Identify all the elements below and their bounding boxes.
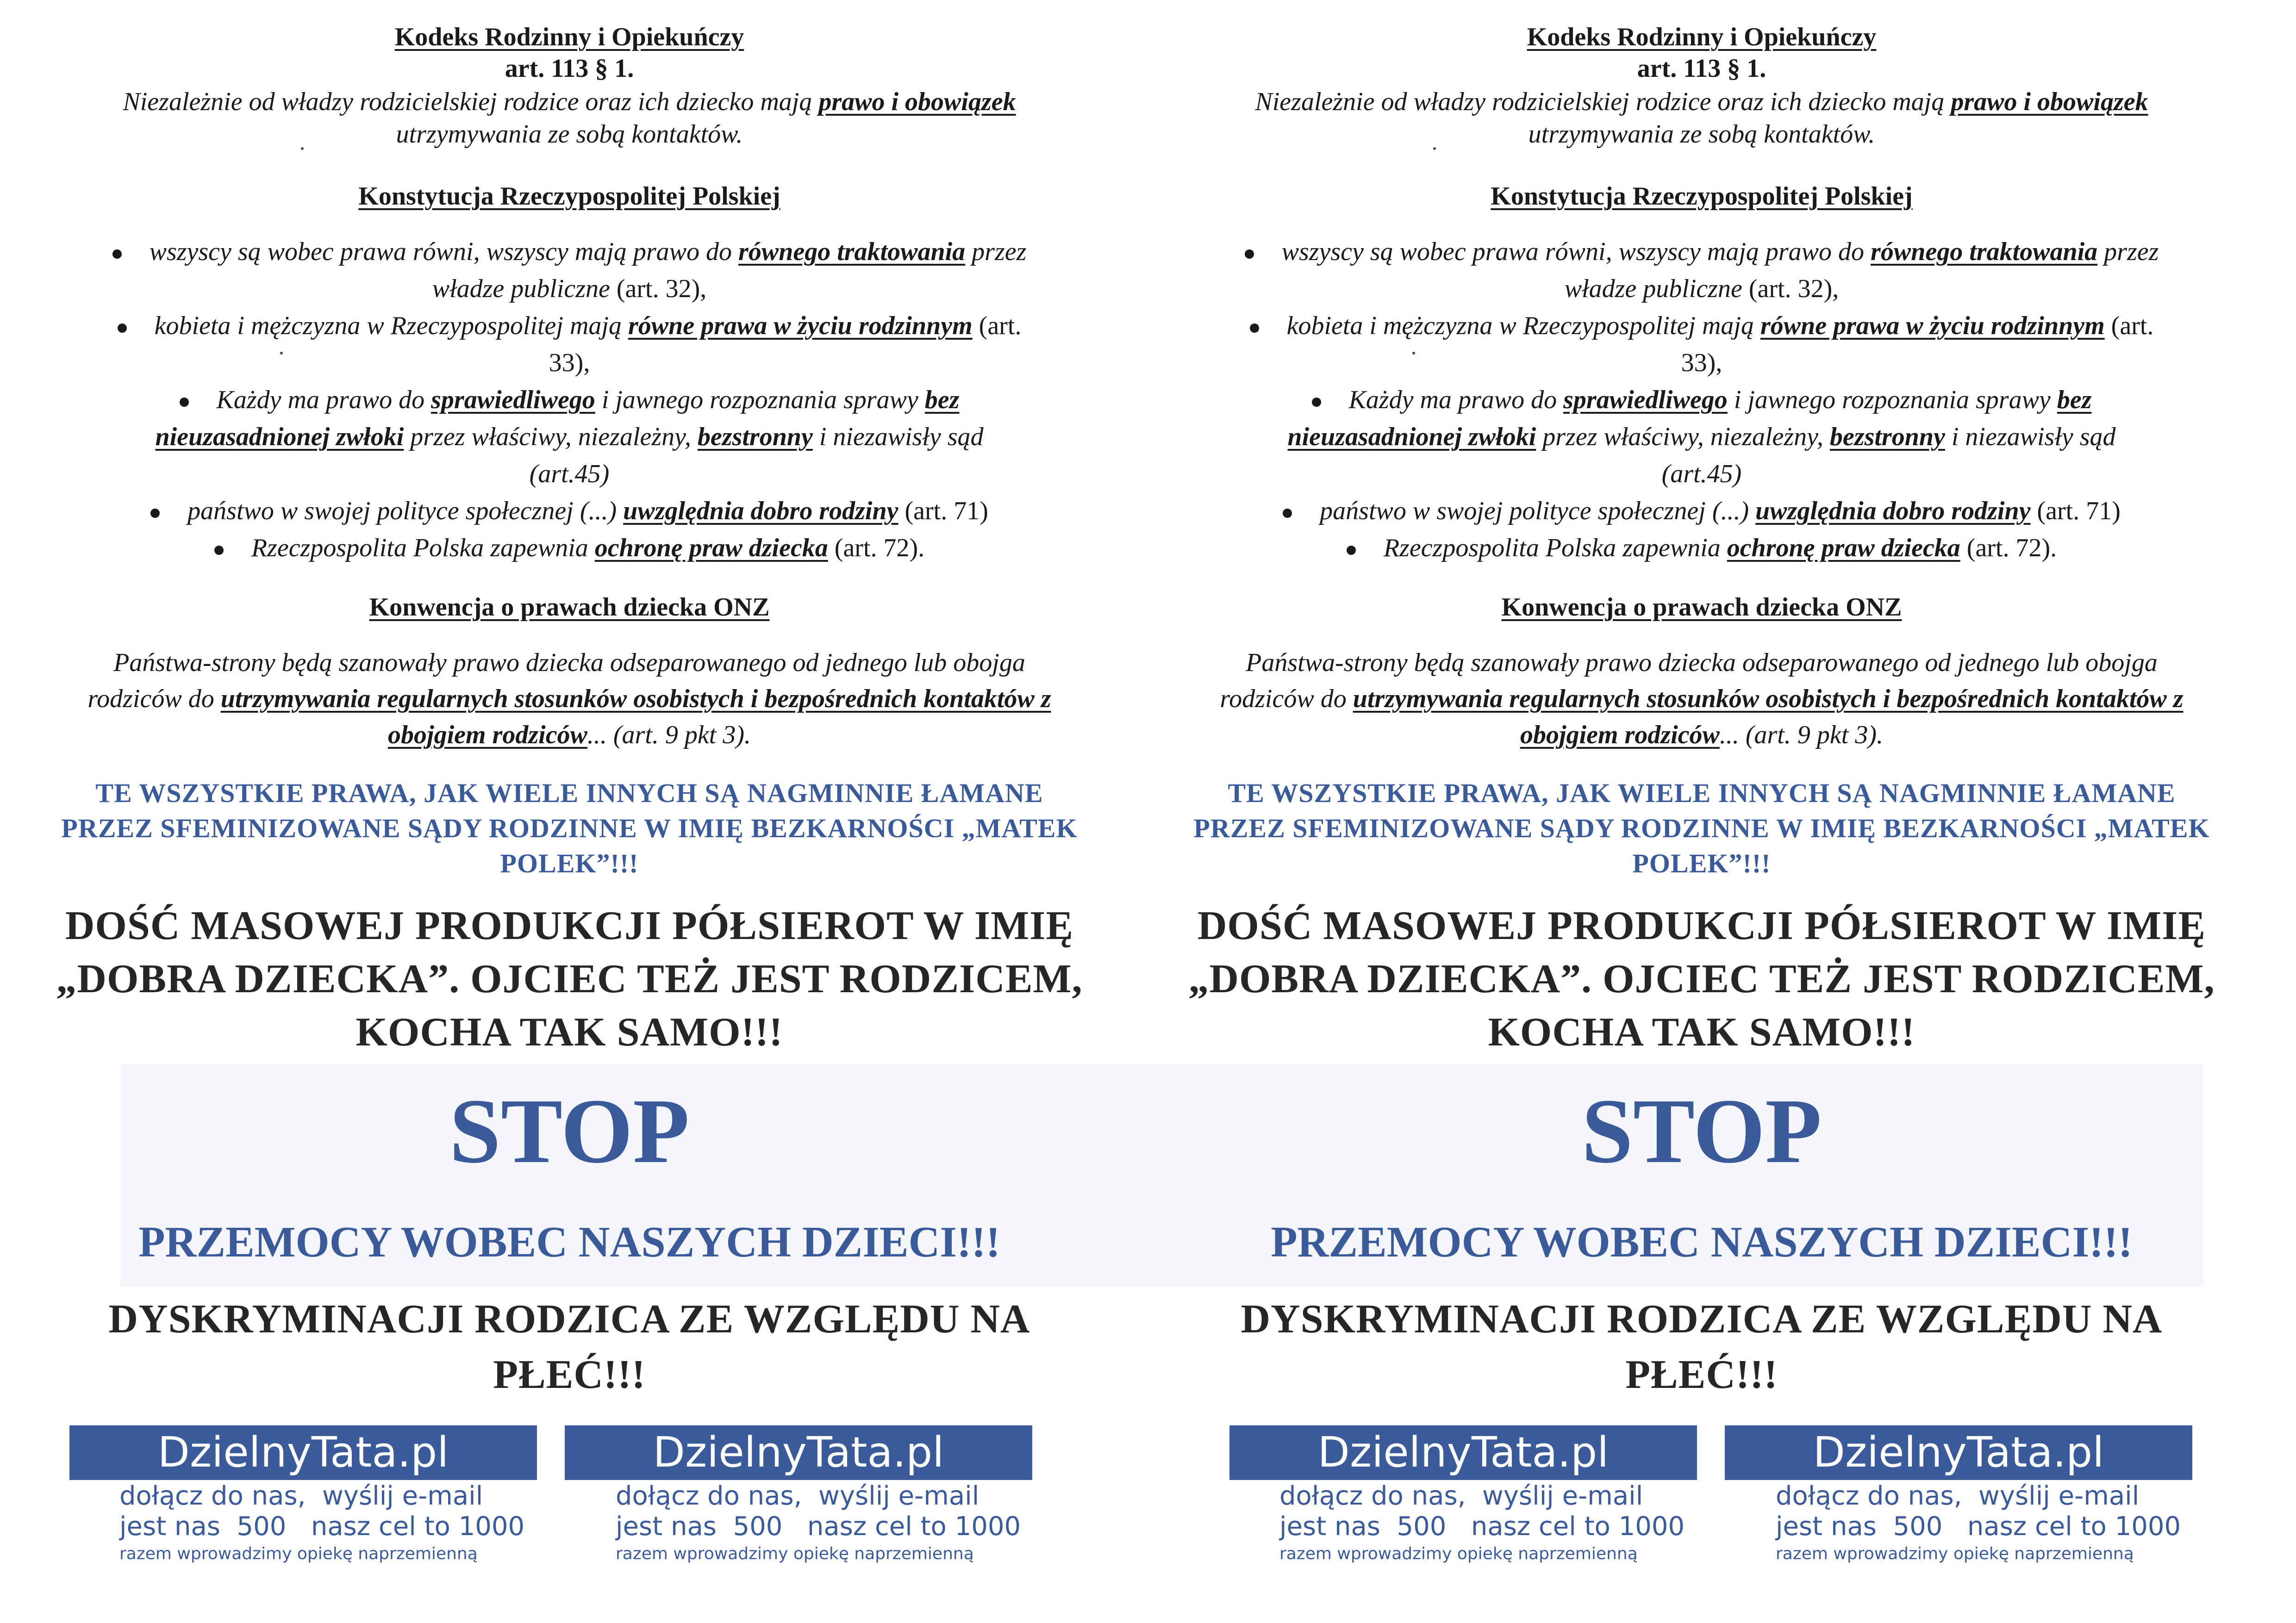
- info-line-1: dołącz do nas, wyślij e-mail: [1279, 1481, 1643, 1511]
- kodeks-text: Niezależnie od władzy rodzicielskiej rodzice oraz ich dziecko mają: [123, 87, 819, 116]
- bullet-ref: (art.: [972, 311, 1022, 340]
- bullet-text: władze publiczne: [432, 274, 617, 303]
- bullet-ref: (art. 32),: [616, 274, 707, 303]
- bullet-1-cont: [1132, 274, 2271, 304]
- bullet-ref: (art. 72).: [828, 534, 925, 562]
- scan-speck: [1433, 147, 1436, 150]
- info-line-1: dołącz do nas, wyślij e-mail: [616, 1481, 980, 1511]
- bullet-text: Rzeczpospolita Polska zapewnia: [251, 534, 595, 562]
- konwencja-line-3: [0, 720, 1139, 750]
- kodeks-heading: Kodeks Rodzinny i Opiekuńczy: [1527, 23, 1877, 51]
- bullet-3: [1132, 385, 2271, 415]
- bullet-4: [0, 496, 1139, 526]
- kodeks-text-line-2: utrzymywania ze sobą kontaktów.: [1528, 120, 1875, 149]
- blue-caps-line-2: PRZEZ SFEMINIZOWANE SĄDY RODZINNE W IMIĘ BEZKARNOŚCI „MATEK: [1193, 813, 2210, 843]
- info-line-1: dołącz do nas, wyślij e-mail: [1776, 1481, 2140, 1511]
- bullet-text: Rzeczpospolita Polska zapewnia: [1383, 534, 1727, 562]
- big-line-3: KOCHA TAK SAMO!!!: [1488, 1010, 1915, 1055]
- blue-caps-line-3: POLEK”!!!: [1632, 848, 1771, 878]
- konstytucja-heading: Konstytucja Rzeczypospolitej Polskiej: [1491, 182, 1913, 211]
- dzielnytata-badge: DzielnyTata.pl: [565, 1425, 1032, 1480]
- bullet-dot: [1250, 323, 1259, 333]
- flyer-right: [1132, 0, 2271, 1623]
- bullet-emphasis: równe prawa w życiu rodzinnym: [1760, 311, 2105, 340]
- dyskryminacji-line-1: DYSKRYMINACJI RODZICA ZE WZGLĘDU NA: [1241, 1297, 2163, 1342]
- badge-info: [1776, 1481, 2181, 1566]
- kodeks-text-line-2: utrzymywania ze sobą kontaktów.: [396, 120, 743, 149]
- blue-caps-line-2: PRZEZ SFEMINIZOWANE SĄDY RODZINNE W IMIĘ BEZKARNOŚCI „MATEK: [61, 813, 1078, 843]
- bullet-emphasis: nieuzasadnionej zwłoki: [155, 423, 404, 451]
- dyskryminacji-line-2: PŁEĆ!!!: [493, 1352, 646, 1397]
- blue-caps-line-1: TE WSZYSTKIE PRAWA, JAK WIELE INNYCH SĄ NAGMINNIE ŁAMANE: [95, 778, 1043, 808]
- bullet-emphasis: równe prawa w życiu rodzinnym: [628, 311, 973, 340]
- bullet-ref: (art. 71): [2030, 497, 2121, 525]
- big-line-3: KOCHA TAK SAMO!!!: [356, 1010, 783, 1055]
- bullet-3-ref: (art.45): [1661, 460, 1742, 488]
- big-line-2: „DOBRA DZIECKA”. OJCIEC TEŻ JEST RODZICEM,: [1188, 957, 2215, 1001]
- bullet-text: przez właściwy, niezależny,: [404, 423, 698, 451]
- info-line-3: razem wprowadzimy opiekę naprzemienną: [1776, 1544, 2134, 1563]
- konwencja-line-3: [1132, 720, 2271, 750]
- konwencja-text: rodziców do: [87, 684, 221, 713]
- konwencja-heading: Konwencja o prawach dziecka ONZ: [369, 593, 770, 622]
- bullet-3-cont: [0, 422, 1139, 452]
- kodeks-article: art. 113 § 1.: [1637, 54, 1766, 83]
- bullet-text: przez: [2097, 237, 2159, 266]
- konwencja-line-2: [0, 684, 1139, 714]
- bullet-text: kobieta i mężczyzna w Rzeczypospolitej mają: [154, 311, 628, 340]
- bullet-dot: [118, 323, 127, 333]
- bullet-dot: [180, 398, 189, 407]
- bullet-text: i niezawisły sąd: [812, 423, 984, 451]
- przemocy-line: PRZEMOCY WOBEC NASZYCH DZIECI!!!: [138, 1218, 1000, 1266]
- flyer-left: [0, 0, 1139, 1623]
- konstytucja-heading: Konstytucja Rzeczypospolitej Polskiej: [358, 182, 780, 211]
- konwencja-text: ... (art. 9 pkt 3).: [1719, 721, 1883, 749]
- bullet-1-cont: [0, 274, 1139, 304]
- bullet-emphasis: uwzględnia dobro rodziny: [1755, 497, 2031, 525]
- bullet-1: [1132, 237, 2271, 267]
- bullet-emphasis: równego traktowania: [738, 237, 966, 266]
- info-line-3: razem wprowadzimy opiekę naprzemienną: [119, 1544, 478, 1563]
- bullet-3-ref: (art.45): [529, 460, 610, 488]
- dyskryminacji-line-2: PŁEĆ!!!: [1625, 1352, 1778, 1397]
- bullet-text: Każdy ma prawo do: [1348, 386, 1564, 414]
- scan-speck: [280, 352, 283, 354]
- badge-info: [1279, 1481, 1685, 1566]
- badge-info: [616, 1481, 1021, 1566]
- bullet-text: i niezawisły sąd: [1945, 423, 2116, 451]
- kodeks-heading: Kodeks Rodzinny i Opiekuńczy: [394, 23, 744, 51]
- info-line-2: jest nas 500 nasz cel to 1000: [1279, 1511, 1685, 1542]
- info-line-2: jest nas 500 nasz cel to 1000: [1776, 1511, 2181, 1542]
- konwencja-line-1: Państwa-strony będą szanowały prawo dziecka odseparowanego od jednego lub obojga: [113, 648, 1025, 677]
- kodeks-text-line-1: [0, 87, 1139, 117]
- przemocy-line: PRZEMOCY WOBEC NASZYCH DZIECI!!!: [1271, 1218, 2133, 1266]
- bullet-3: [0, 385, 1139, 415]
- kodeks-text-line-1: [1132, 87, 2271, 117]
- blue-caps-line-3: POLEK”!!!: [500, 848, 639, 878]
- blue-caps-line-1: TE WSZYSTKIE PRAWA, JAK WIELE INNYCH SĄ NAGMINNIE ŁAMANE: [1228, 778, 2176, 808]
- bullet-emphasis: równego traktowania: [1871, 237, 2098, 266]
- bullet-emphasis: bez: [2057, 386, 2092, 414]
- stop-title: STOP: [1581, 1080, 1822, 1182]
- bullet-emphasis: bezstronny: [1829, 423, 1945, 451]
- bullet-text: przez: [965, 237, 1027, 266]
- bullet-text: i jawnego rozpoznania sprawy: [595, 386, 925, 414]
- bullet-emphasis: bez: [924, 386, 960, 414]
- bullet-emphasis: bezstronny: [697, 423, 813, 451]
- kodeks-emphasis: prawo i obowiązek: [1951, 87, 2148, 116]
- dzielnytata-badge: DzielnyTata.pl: [1725, 1425, 2192, 1480]
- bullet-3-cont: [1132, 422, 2271, 452]
- bullet-text: wszyscy są wobec prawa równi, wszyscy mają prawo do: [149, 237, 739, 266]
- badge-info: [119, 1481, 524, 1566]
- bullet-emphasis: sprawiedliwego: [1563, 386, 1728, 414]
- kodeks-emphasis: prawo i obowiązek: [818, 87, 1016, 116]
- big-line-2: „DOBRA DZIECKA”. OJCIEC TEŻ JEST RODZICEM,: [56, 957, 1083, 1001]
- info-line-3: razem wprowadzimy opiekę naprzemienną: [616, 1544, 974, 1563]
- bullet-2-cont: 33),: [1681, 348, 1722, 377]
- bullet-dot: [112, 249, 122, 259]
- big-line-1: DOŚĆ MASOWEJ PRODUKCJI PÓŁSIEROT W IMIĘ: [1197, 903, 2206, 948]
- bullet-dot: [1245, 249, 1254, 259]
- bullet-emphasis: nieuzasadnionej zwłoki: [1287, 423, 1536, 451]
- bullet-ref: (art.: [2104, 311, 2154, 340]
- dyskryminacji-line-1: DYSKRYMINACJI RODZICA ZE WZGLĘDU NA: [108, 1297, 1030, 1342]
- konwencja-emphasis: obojgiem rodziców: [388, 721, 587, 749]
- bullet-emphasis: ochronę praw dziecka: [594, 534, 828, 562]
- dzielnytata-badge: DzielnyTata.pl: [69, 1425, 537, 1480]
- kodeks-text: Niezależnie od władzy rodzicielskiej rodzice oraz ich dziecko mają: [1255, 87, 1951, 116]
- bullet-ref: (art. 71): [898, 497, 988, 525]
- info-line-3: razem wprowadzimy opiekę naprzemienną: [1279, 1544, 1638, 1563]
- info-line-1: dołącz do nas, wyślij e-mail: [119, 1481, 483, 1511]
- bullet-dot: [214, 546, 224, 555]
- scan-speck: [301, 147, 304, 150]
- konwencja-text: rodziców do: [1220, 684, 1353, 713]
- bullet-2: [1132, 311, 2271, 341]
- bullet-emphasis: ochronę praw dziecka: [1727, 534, 1960, 562]
- bullet-emphasis: sprawiedliwego: [431, 386, 595, 414]
- kodeks-article: art. 113 § 1.: [505, 54, 634, 83]
- bullet-text: wszyscy są wobec prawa równi, wszyscy mają prawo do: [1281, 237, 1871, 266]
- info-line-2: jest nas 500 nasz cel to 1000: [616, 1511, 1021, 1542]
- konwencja-text: ... (art. 9 pkt 3).: [587, 721, 751, 749]
- bullet-2-cont: 33),: [549, 348, 590, 377]
- konwencja-emphasis: utrzymywania regularnych stosunków osobistych i bezpośrednich kontaktów z: [220, 684, 1051, 713]
- scan-speck: [1412, 352, 1415, 354]
- bullet-5: [1132, 533, 2271, 563]
- bullet-5: [0, 533, 1139, 563]
- bullet-ref: (art. 72).: [1960, 534, 2057, 562]
- bullet-ref: (art. 32),: [1748, 274, 1839, 303]
- dzielnytata-badge: DzielnyTata.pl: [1229, 1425, 1697, 1480]
- bullet-1: [0, 237, 1139, 267]
- bullet-text: i jawnego rozpoznania sprawy: [1727, 386, 2057, 414]
- bullet-text: kobieta i mężczyzna w Rzeczypospolitej mają: [1286, 311, 1760, 340]
- bullet-2: [0, 311, 1139, 341]
- konwencja-heading: Konwencja o prawach dziecka ONZ: [1501, 593, 1902, 622]
- big-line-1: DOŚĆ MASOWEJ PRODUKCJI PÓŁSIEROT W IMIĘ: [65, 903, 1074, 948]
- konwencja-emphasis: utrzymywania regularnych stosunków osobistych i bezpośrednich kontaktów z: [1353, 684, 2184, 713]
- konwencja-line-1: Państwa-strony będą szanowały prawo dziecka odseparowanego od jednego lub obojga: [1246, 648, 2158, 677]
- bullet-dot: [1312, 398, 1321, 407]
- konwencja-line-2: [1132, 684, 2271, 714]
- bullet-emphasis: uwzględnia dobro rodziny: [623, 497, 898, 525]
- bullet-4: [1132, 496, 2271, 526]
- bullet-text: Każdy ma prawo do: [216, 386, 431, 414]
- bullet-dot: [1347, 546, 1356, 555]
- bullet-text: władze publiczne: [1564, 274, 1749, 303]
- bullet-text: przez właściwy, niezależny,: [1536, 423, 1830, 451]
- konwencja-emphasis: obojgiem rodziców: [1520, 721, 1720, 749]
- stop-title: STOP: [449, 1080, 690, 1182]
- bullet-text: państwo w swojej polityce społecznej (...): [1320, 497, 1756, 525]
- info-line-2: jest nas 500 nasz cel to 1000: [119, 1511, 525, 1542]
- bullet-text: państwo w swojej polityce społecznej (...): [187, 497, 624, 525]
- bullet-dot: [150, 509, 160, 518]
- bullet-dot: [1283, 509, 1292, 518]
